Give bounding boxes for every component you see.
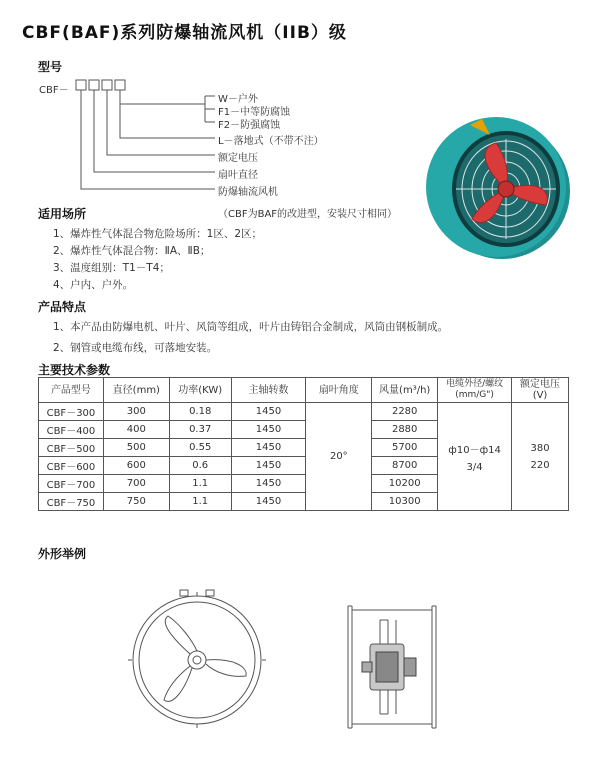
legend-fan: 防爆轴流风机 bbox=[218, 187, 278, 198]
features-heading: 产品特点 bbox=[38, 300, 87, 314]
cell-airflow: 2280 bbox=[372, 403, 438, 421]
header-voltage-line2: (V) bbox=[532, 390, 548, 401]
header-model: 产品型号 bbox=[39, 378, 104, 403]
header-blade-angle: 扇叶角度 bbox=[306, 378, 372, 403]
side-view-drawing bbox=[340, 600, 450, 740]
feature-item-2: 2、钢管或电缆布线，可落地安装。 bbox=[53, 342, 218, 354]
feature-item-1: 1、本产品由防爆电机、叶片、风筒等组成，叶片由铸铝合金制成，风筒由钢板制成。 bbox=[53, 321, 449, 333]
cell-power: 0.55 bbox=[169, 439, 231, 457]
voltage-380: 380 bbox=[530, 442, 550, 454]
header-airflow: 风量(m³/h) bbox=[372, 378, 438, 403]
cell-diameter: 750 bbox=[103, 493, 169, 511]
code-box-1 bbox=[76, 80, 86, 90]
table-header-row bbox=[39, 378, 569, 403]
cell-model: CBF－400 bbox=[39, 421, 104, 439]
cell-model: CBF－750 bbox=[39, 493, 104, 511]
header-diameter: 直径(mm) bbox=[103, 378, 169, 403]
cell-diameter: 600 bbox=[103, 457, 169, 475]
code-box-4 bbox=[115, 80, 125, 90]
cell-airflow: 2880 bbox=[372, 421, 438, 439]
cell-power: 1.1 bbox=[169, 493, 231, 511]
specs-heading: 主要技术参数 bbox=[38, 363, 111, 377]
cell-diameter: 300 bbox=[103, 403, 169, 421]
cell-power: 0.18 bbox=[169, 403, 231, 421]
cell-speed: 1450 bbox=[231, 475, 306, 493]
cell-model: CBF－700 bbox=[39, 475, 104, 493]
bracket-fan bbox=[81, 90, 215, 189]
front-view-drawing bbox=[120, 588, 280, 738]
header-power: 功率(KW) bbox=[169, 378, 231, 403]
cell-airflow: 5700 bbox=[372, 439, 438, 457]
application-item-4: 4、户内、户外。 bbox=[53, 279, 134, 291]
bracket-diameter bbox=[94, 90, 215, 172]
header-speed: 主轴转数 bbox=[231, 378, 306, 403]
cell-speed: 1450 bbox=[231, 493, 306, 511]
cell-cable bbox=[438, 403, 512, 511]
cell-model: CBF－500 bbox=[39, 439, 104, 457]
cell-power: 0.37 bbox=[169, 421, 231, 439]
specs-table bbox=[38, 377, 569, 511]
voltage-220: 220 bbox=[530, 459, 550, 471]
cell-diameter: 500 bbox=[103, 439, 169, 457]
cell-diameter: 400 bbox=[103, 421, 169, 439]
page-title: CBF(BAF)系列防爆轴流风机（IIB）级 bbox=[22, 23, 347, 43]
cell-voltage bbox=[512, 403, 569, 511]
application-item-1: 1、爆炸性气体混合物危险场所：1区、2区； bbox=[53, 228, 263, 240]
cell-airflow: 8700 bbox=[372, 457, 438, 475]
header-voltage bbox=[512, 378, 569, 403]
cell-power: 0.6 bbox=[169, 457, 231, 475]
model-note: （CBF为BAF的改进型，安装尺寸相同） bbox=[218, 209, 398, 220]
cell-speed: 1450 bbox=[231, 457, 306, 475]
bracket-l bbox=[120, 104, 215, 138]
code-box-2 bbox=[89, 80, 99, 90]
cell-airflow: 10200 bbox=[372, 475, 438, 493]
code-box-3 bbox=[102, 80, 112, 90]
cable-diameter: ф10－ф14 bbox=[448, 444, 501, 456]
cell-model: CBF－300 bbox=[39, 403, 104, 421]
legend-voltage: 额定电压 bbox=[218, 153, 258, 164]
cell-speed: 1450 bbox=[231, 439, 306, 457]
bracket-codes bbox=[120, 90, 215, 122]
cell-airflow: 10300 bbox=[372, 493, 438, 511]
legend-l: L－落地式（不带不注） bbox=[218, 136, 324, 147]
cell-model: CBF－600 bbox=[39, 457, 104, 475]
cable-thread: 3/4 bbox=[466, 461, 483, 473]
model-prefix: CBF－ bbox=[39, 85, 69, 96]
legend-diameter: 扇叶直径 bbox=[218, 170, 258, 181]
cell-blade-angle: 20° bbox=[306, 403, 372, 511]
outline-heading: 外形举例 bbox=[38, 547, 87, 561]
application-item-3: 3、温度组别：T1－T4； bbox=[53, 262, 170, 274]
header-voltage-line1: 额定电压 bbox=[520, 379, 561, 390]
table-row bbox=[39, 403, 569, 421]
code-f2: F2－防强腐蚀 bbox=[218, 120, 281, 131]
code-f1: F1－中等防腐蚀 bbox=[218, 107, 291, 118]
fan-product-image bbox=[410, 95, 585, 265]
model-heading: 型号 bbox=[38, 60, 63, 74]
cell-speed: 1450 bbox=[231, 403, 306, 421]
header-cable-line2: (mm/G") bbox=[455, 390, 494, 400]
applications-heading: 适用场所 bbox=[38, 207, 87, 221]
code-w: W－户外 bbox=[218, 94, 258, 105]
cell-speed: 1450 bbox=[231, 421, 306, 439]
header-cable-line1: 电缆外径/螺纹 bbox=[446, 379, 504, 389]
cell-power: 1.1 bbox=[169, 475, 231, 493]
header-cable bbox=[438, 378, 512, 403]
cell-diameter: 700 bbox=[103, 475, 169, 493]
bracket-voltage bbox=[107, 90, 215, 155]
application-item-2: 2、爆炸性气体混合物：ⅡA、ⅡB； bbox=[53, 245, 211, 257]
